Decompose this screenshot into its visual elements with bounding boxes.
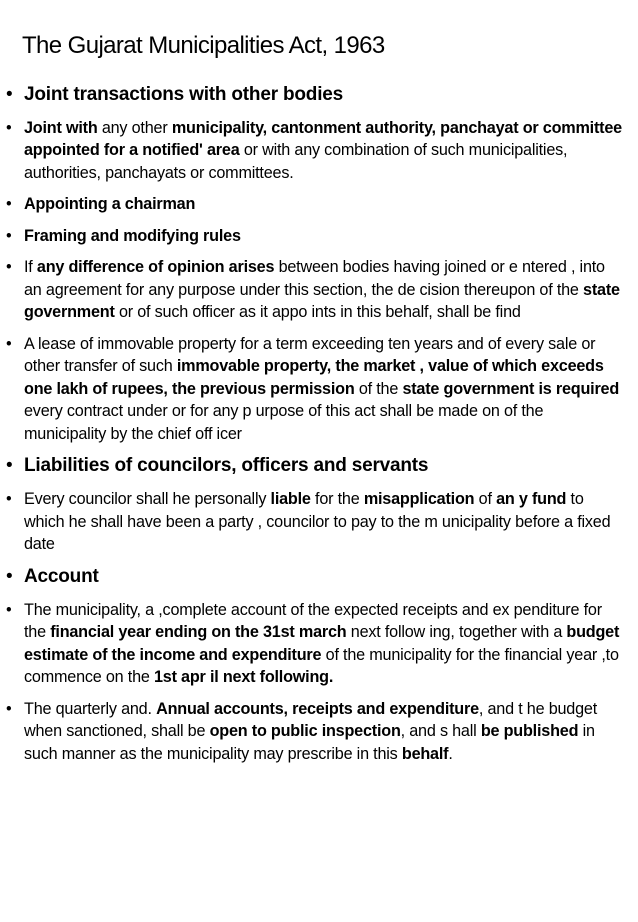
bold-text: financial year ending on the 31st march — [50, 623, 347, 642]
bold-text: state government is required — [402, 379, 620, 398]
bold-text: liable — [270, 490, 311, 509]
body-text: for the — [310, 490, 364, 509]
bullet-item — [6, 256, 624, 324]
bullet-dot-icon: • — [6, 490, 12, 509]
body-text: of the municipality for the financial year ,to commence on the — [24, 645, 619, 687]
body-text: , and t he budget when sanctioned, shall be — [24, 699, 598, 741]
bullet-dot-icon: • — [6, 600, 12, 619]
bullet-item — [6, 225, 624, 248]
bullet-dot-icon: • — [6, 699, 12, 718]
body-text: to which he shall have been a party , councilor to pay to the m unicipality before a fixed date — [24, 490, 611, 554]
body-text: Every councilor shall he personally — [24, 490, 271, 509]
bold-text: municipality, cantonment authority, panchayat or committee appointed for a notified' area — [24, 118, 622, 160]
bullet-item — [6, 193, 624, 216]
bold-text: Joint transactions with other bodies — [24, 83, 344, 105]
bullet-item — [6, 565, 624, 589]
bullet-item — [6, 488, 624, 556]
bold-text: 1st apr il next following. — [153, 668, 334, 687]
bullet-list — [6, 83, 624, 766]
bold-text: Joint with — [24, 118, 98, 137]
bold-text: an y fund — [496, 490, 567, 509]
body-text: The quarterly and. — [24, 699, 157, 718]
bold-text: be published — [480, 722, 579, 741]
body-text: , and s hall — [400, 722, 481, 741]
body-text: any other — [97, 118, 172, 137]
bullet-dot-icon: • — [6, 118, 12, 137]
bullet-item — [6, 599, 624, 689]
bullet-dot-icon: • — [6, 195, 12, 214]
bullet-item — [6, 454, 624, 478]
bold-text: immovable property, the market , value of which exceeds one lakh of rupees, the previous permission — [24, 357, 604, 398]
body-text: of the — [354, 379, 403, 398]
body-text: The municipality, a ,complete account of the expected receipts and ex penditure for the — [24, 600, 602, 642]
bullet-item — [6, 333, 624, 446]
bullet-dot-icon: • — [6, 226, 12, 245]
bullet-item — [6, 117, 624, 185]
body-text: or of such officer as it appo ints in this behalf, shall be find — [114, 303, 521, 322]
bold-text: Annual accounts, receipts and expenditure — [156, 699, 479, 718]
bold-text: misapplication — [363, 490, 475, 509]
bullet-dot-icon: • — [6, 334, 12, 353]
bold-text: Liabilities of councilors, officers and servants — [24, 455, 429, 477]
body-text: in such manner as the municipality may prescribe in this — [24, 722, 595, 763]
body-text: next follow ing, together with a — [346, 623, 567, 642]
body-text: A lease of immovable property for a term exceeding ten years and of every sale or other transfer of such — [24, 334, 596, 376]
bold-text: any difference of opinion arises — [36, 258, 275, 277]
bold-text: state government — [24, 280, 620, 322]
bold-text: Account — [24, 565, 99, 587]
bold-text: behalf — [401, 744, 449, 763]
slide-title: The Gujarat Municipalities Act, 1963 — [22, 32, 385, 59]
bullet-dot-icon: • — [6, 565, 13, 587]
body-text: or with any combination of such municipalities, authorities, panchayats or committees. — [24, 141, 568, 182]
bullet-dot-icon: • — [6, 83, 13, 105]
body-text: If — [24, 258, 37, 277]
bullet-dot-icon: • — [6, 258, 12, 277]
bold-text: budget estimate of the income and expenditure — [24, 623, 620, 664]
body-text: of — [474, 490, 497, 509]
bullet-item — [6, 698, 624, 766]
bold-text: Framing and modifying rules — [24, 226, 241, 245]
body-text: . — [448, 744, 453, 763]
bold-text: Appointing a chairman — [24, 195, 196, 214]
bullet-dot-icon: • — [6, 455, 13, 477]
bold-text: open to public inspection — [209, 722, 401, 741]
bullet-item — [6, 83, 624, 107]
body-text: every contract under or for any p urpose of this act shall be made on of the municipality by the chief off icer — [24, 402, 544, 443]
body-text: between bodies having joined or e ntered , into an agreement for any purpose under this section, the de cision thereupon of the — [24, 258, 605, 299]
